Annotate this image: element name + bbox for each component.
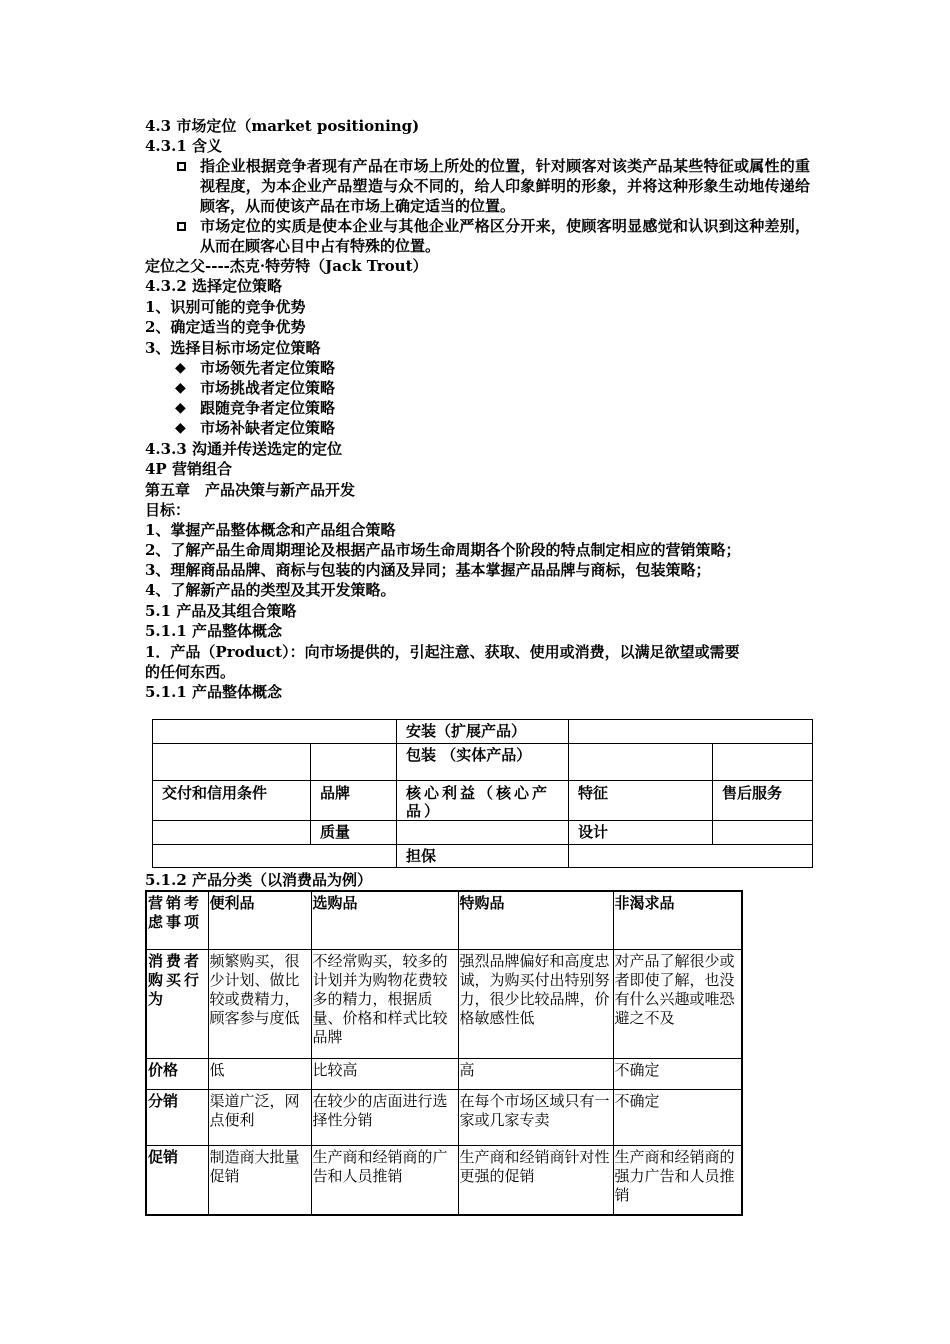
strategy-item: 市场补缺者定位策略 [200,419,336,437]
strategy-item: 市场领先者定位策略 [200,359,336,377]
heading-5-1-1-repeat: 5.1.1 产品整体概念 [145,683,282,701]
heading-4-3: 4.3 市场定位（market positioning) [145,117,420,135]
cell-warranty: 担保 [406,847,437,865]
heading-5-1: 5.1 产品及其组合策略 [145,602,297,620]
cell-install: 安装（扩展产品） [406,722,527,740]
product-definition: 1．产品（Product）：向市场提供的，引起注意、获取、使用或消费，以满足欲望或需要 [145,643,740,661]
table-header-row [146,891,742,949]
table-row [146,949,742,1058]
product-levels-table [152,719,813,868]
row-label: 促销 [146,1145,208,1215]
table-cell: 生产商和经销商的广告和人员推销 [311,1145,458,1215]
square-bullet-icon [177,222,186,231]
row-label: 价格 [146,1058,208,1089]
table-cell: 不经常购买，较多的计划并为购物花费较多的精力，根据质量、价格和样式比较品牌 [311,949,458,1058]
cell-after-sale: 售后服务 [722,784,783,802]
list-item: 3、选择目标市场定位策略 [145,339,321,357]
diamond-bullet-icon: ◆ [175,380,186,396]
cell-design: 设计 [578,823,609,841]
table-row [146,1089,742,1145]
goal-item: 1、掌握产品整体概念和产品组合策略 [145,521,396,539]
header-cell: 便利品 [208,891,311,949]
header-cell: 营销考虑事项 [146,891,208,949]
row-label: 分销 [146,1089,208,1145]
table-cell: 渠道广泛，网点便利 [208,1089,311,1145]
diamond-bullet-icon: ◆ [175,360,186,376]
heading-5-1-2: 5.1.2 产品分类（以消费品为例） [145,871,372,889]
consumer-product-table [145,890,743,1216]
product-definition-cont: 的任何东西。 [145,663,236,681]
table-cell: 不确定 [613,1058,742,1089]
table-cell: 对产品了解很少或者即使了解，也没有什么兴趣或唯恐避之不及 [613,949,742,1058]
cell-delivery: 交付和信用条件 [162,784,268,802]
table-cell: 低 [208,1058,311,1089]
heading-4-3-2: 4.3.2 选择定位策略 [145,277,282,295]
heading-4-3-1: 4.3.1 含义 [145,137,222,155]
table-cell: 生产商和经销商的强力广告和人员推销 [613,1145,742,1215]
table-cell: 生产商和经销商针对性更强的促销 [458,1145,613,1215]
table-cell: 比较高 [311,1058,458,1089]
table-cell: 高 [458,1058,613,1089]
table-cell: 制造商大批量促销 [208,1145,311,1215]
cell-feature: 特征 [578,784,609,802]
table-row [146,1058,742,1089]
row-label: 消费者购买行为 [146,949,208,1058]
goals-label: 目标： [145,501,191,519]
square-bullet-icon [177,162,186,171]
cell-core-benefit: 核心利益（核心产品） [406,784,551,820]
list-item: 2、确定适当的竞争优势 [145,318,306,336]
cell-brand: 品牌 [320,784,351,802]
bullet-definition: 指企业根据竞争者现有产品在市场上所处的位置，针对顾客对该类产品某些特征或属性的重视程度，为本企业产品塑造与众不同的，给人印象鲜明的形象，并将这种形象生动地传递给顾客，从而使该产品在市场上确定适当的位置。 [200,157,810,215]
cell-package: 包装 （实体产品） [406,746,532,764]
heading-4p: 4P 营销组合 [145,460,232,478]
bullet-essence: 市场定位的实质是使本企业与其他企业严格区分开来，使顾客明显感觉和认识到这种差别，从而在顾客心目中占有特殊的位置。 [200,217,810,255]
diamond-bullet-icon: ◆ [175,400,186,416]
table-cell: 不确定 [613,1089,742,1145]
table-row [146,1145,742,1215]
table-cell: 在每个市场区域只有一家或几家专卖 [458,1089,613,1145]
chapter-title: 第五章 产品决策与新产品开发 [145,481,356,499]
header-cell: 选购品 [311,891,458,949]
goal-item: 4、了解新产品的类型及其开发策略。 [145,581,396,599]
heading-4-3-3: 4.3.3 沟通并传送选定的定位 [145,440,342,458]
diamond-bullet-icon: ◆ [175,420,186,436]
table-cell: 频繁购买，很少计划、做比较或费精力，顾客参与度低 [208,949,311,1058]
goal-item: 3、理解商品品牌、商标与包装的内涵及异同；基本掌握产品品牌与商标，包装策略； [145,561,711,579]
strategy-item: 市场挑战者定位策略 [200,379,336,397]
positioning-father: 定位之父----杰克·特劳特（Jack Trout） [145,257,428,275]
table-cell: 在较少的店面进行选择性分销 [311,1089,458,1145]
list-item: 1、识别可能的竞争优势 [145,298,306,316]
strategy-item: 跟随竞争者定位策略 [200,399,336,417]
header-cell: 非渴求品 [613,891,742,949]
cell-quality: 质量 [320,823,351,841]
table-cell: 强烈品牌偏好和高度忠诚，为购买付出特别努力，很少比较品牌，价格敏感性低 [458,949,613,1058]
goal-item: 2、了解产品生命周期理论及根据产品市场生命周期各个阶段的特点制定相应的营销策略； [145,541,741,559]
header-cell: 特购品 [458,891,613,949]
heading-5-1-1: 5.1.1 产品整体概念 [145,622,282,640]
